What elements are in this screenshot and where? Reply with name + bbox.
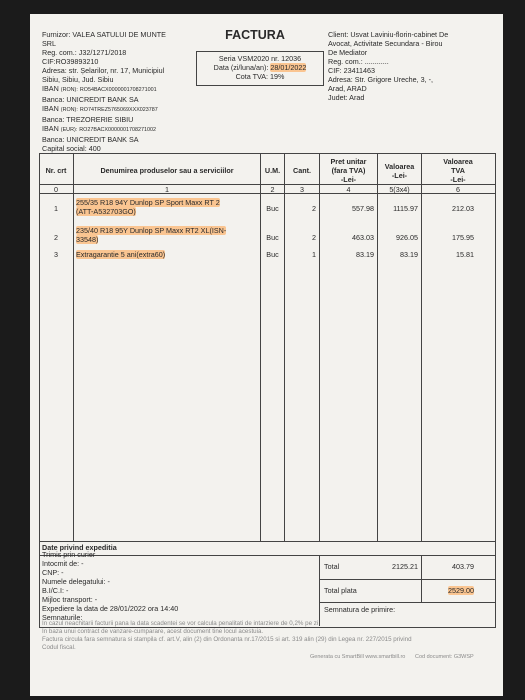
shipping-signatures: Semnaturile: [42,613,83,622]
table-row-desc: 235/40 R18 95Y Dunlop SP Maxx RT2 XL(ISN- 33548) [76,226,227,244]
invoice-date: 28/01/2022 [270,63,307,72]
table-row-um: Buc [266,233,279,242]
shipping-date: Expediere la data de 28/01/2022 ora 14:40 [42,604,179,613]
table-row-nr: 2 [54,233,58,242]
total-value: 2125.21 [392,562,418,571]
invoice-date-line: Data (zi/luna/an): 28/01/2022 [213,63,307,72]
supplier-bank-1: Banca: UNICREDIT BANK SA [42,95,139,104]
supplier-block [42,30,207,153]
shipping-title: Date privind expeditia [42,543,117,552]
supplier-address: Adresa: str. Șelarilor, nr. 17, Municipiul [42,66,165,75]
supplier-bank-2: Banca: TREZORERIE SIBIU [42,115,134,124]
shipping-id: B.I/C.I: - [42,586,69,595]
client-county: Judet: Arad [328,93,365,102]
shipping-via: Trimis prin curier [42,550,96,559]
supplier-iban-3: IBAN (EUR): RO27BACX0000001708271002 [42,124,156,133]
receive-signature: Semnatura de primire: [324,605,396,614]
index-cell: 2 [270,185,275,194]
client-cif: CIF: 23411463 [328,66,376,75]
shipping-vehicle: Mijloc transport: - [42,595,98,604]
client-address: Adresa: Str. Grigore Ureche, 3, -, [328,75,434,84]
table-row-price: 557.98 [352,204,374,213]
supplier-name-suffix: SRL [42,39,56,48]
client-reg: Reg. com.: ............ [328,57,389,66]
footer-generated: Generata cu SmartBill www.smartbill.ro [310,654,406,660]
total-pay-value: 2529.00 [448,586,474,595]
supplier-iban-1: IBAN (RON): RO54BACX0000001708271001 [42,84,157,93]
supplier-bank-3: Banca: UNICREDIT BANK SA [42,135,139,144]
client-block [328,30,493,102]
table-row-nr: 1 [54,204,58,213]
shipping-cnp: CNP: - [42,568,64,577]
client-name-2: Avocat, Activitate Secundara - Birou [328,39,443,48]
invoice-vat: Cota TVA: 19% [235,72,285,81]
table-row-desc: Extragarantie 5 ani(extra60) [76,250,166,259]
supplier-capital: Capital social: 400 [42,144,101,153]
table-row-qty: 2 [312,204,316,213]
supplier-address-city: Sibiu, Sibiu, Jud. Sibiu [42,75,114,84]
supplier-name: Furnizor: VALEA SATULUI DE MUNTE [42,30,166,39]
footer-doc-code: Cod document: G3WSP [415,654,474,660]
table-row-value: 1115.97 [393,204,418,213]
index-cell: 5(3x4) [389,185,410,194]
shipping-delegate: Intocmit de: - [42,559,84,568]
total-label: Total [324,562,340,571]
table-row-value: 83.19 [400,250,418,259]
col-header-um: U.M. [264,166,281,175]
invoice-info-box [196,51,324,86]
table-row-desc: 255/35 R18 94Y Dunlop SP Sport Maxx RT 2 (ATT-A532703GO) [76,198,220,216]
table-row-vat: 175.95 [452,233,474,242]
table-row-vat: 212.03 [452,204,474,213]
client-address-city: Arad, ARAD [328,84,367,93]
index-cell: 3 [300,185,304,194]
shipping-delegate-name: Numele delegatului: - [42,577,110,586]
table-row-value: 926.05 [396,233,418,242]
client-name: Client: Usvat Laviniu-florin-cabinet De [328,30,449,39]
supplier-cif: CIF:RO39893210 [42,57,99,66]
invoice-series: Seria VSM2020 nr. 12036 [218,54,302,63]
supplier-reg: Reg. com.: J32/1271/2018 [42,48,127,57]
total-pay-label: Total plata [324,586,357,595]
col-header-desc: Denumirea produselor sau a serviciilor [100,166,234,175]
table-row-um: Buc [266,250,279,259]
client-name-3: De Mediator [328,48,368,57]
table-row-qty: 1 [312,250,316,259]
col-header-vat: Valoarea TVA -Lei- [443,157,473,184]
col-header-nr: Nr. crt [45,166,67,175]
table-row-price: 463.03 [352,233,374,242]
invoice-paper [30,14,503,696]
col-header-value: Valoarea -Lei- [384,162,415,180]
index-cell: 4 [346,185,351,194]
table-row-qty: 2 [312,233,316,242]
footnotes: In cazul neachitarii facturii pana la data scadentei se vor calcula penalitati de intarziere de 0,2% pe zi In baza unui contract de vanzare-cumparare, acest document tine locul acestuia. Factura circula fara semnatura si stampila cf. art.V, alin (2) din Ordonanta nr.17/2015 si art. 319 alin (29) din Legea nr. 227/2015 privind Codul fiscal. [42,620,412,651]
index-cell: 0 [54,185,58,194]
invoice-title: FACTURA [225,28,285,42]
col-header-qty: Cant. [293,166,311,175]
shipping-info [42,550,312,622]
index-cell: 6 [456,185,460,194]
index-cell: 1 [165,185,169,194]
supplier-iban-2: IBAN (RON): RO74TREZ5765069XXX023787 [42,104,158,113]
col-header-price: Pret unitar (fara TVA) -Lei- [330,157,367,184]
table-row-nr: 3 [54,250,58,259]
table-row-vat: 15.81 [456,250,474,259]
table-row-um: Buc [266,204,279,213]
total-vat: 403.79 [452,562,474,571]
table-row-price: 83.19 [356,250,374,259]
